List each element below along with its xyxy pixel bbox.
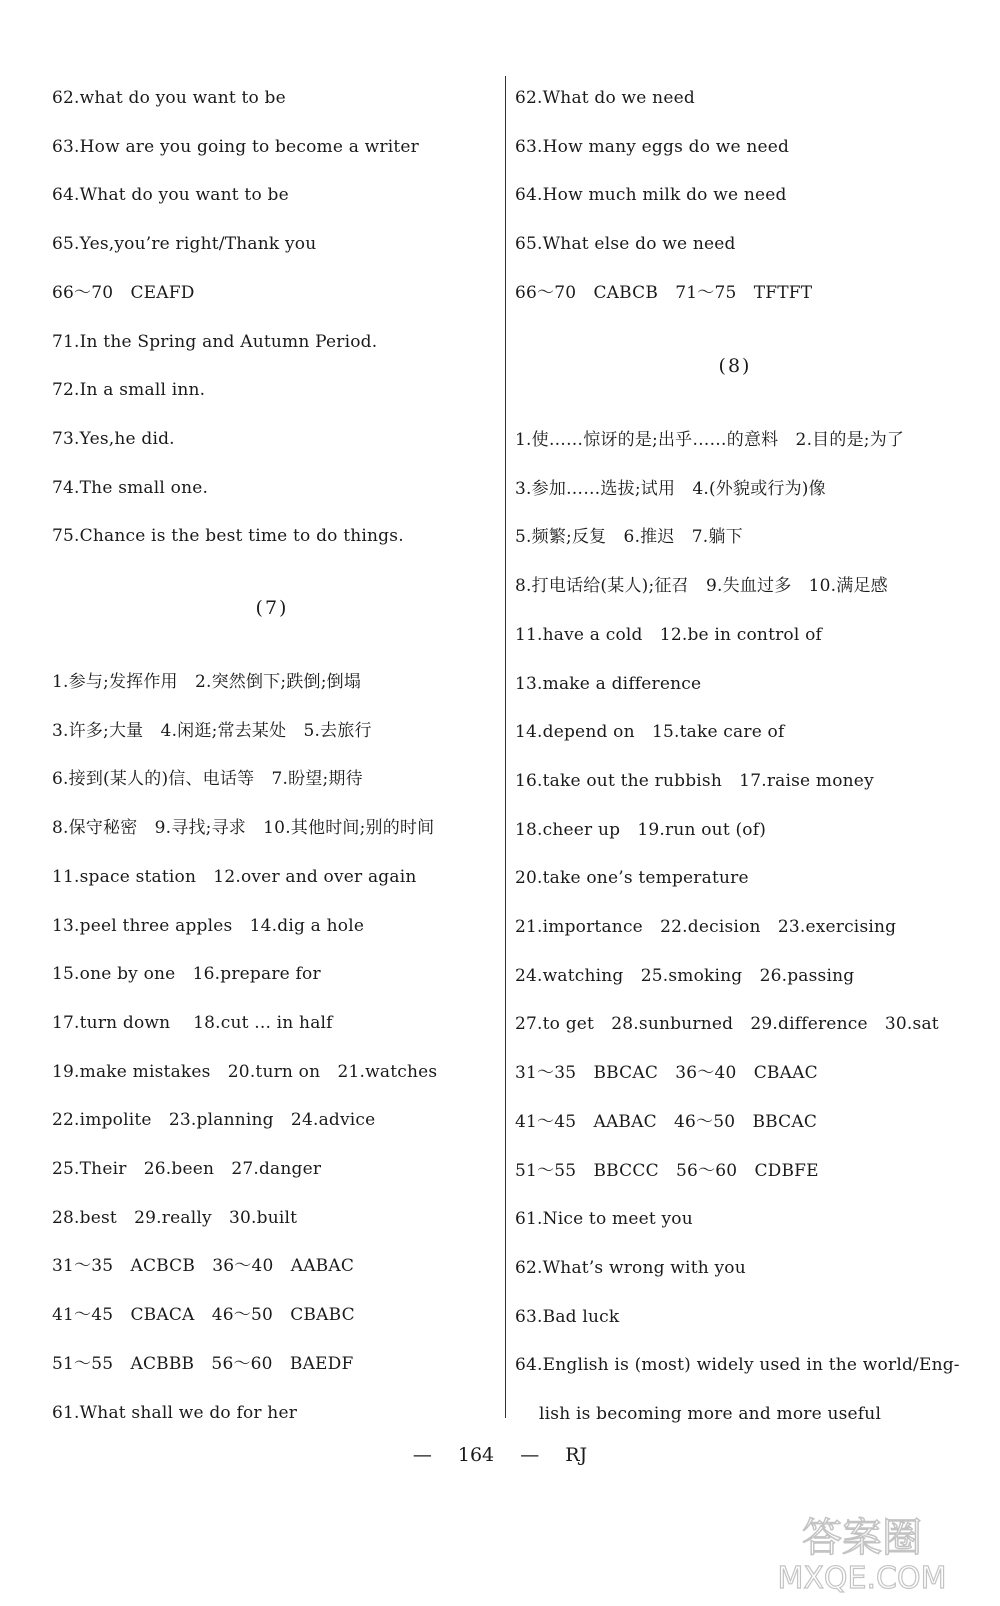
answer-line: 18.cheer up 19.run out (of) [515, 819, 767, 840]
answer-line: 3.参加……选拔;试用 4.(外貌或行为)像 [515, 478, 826, 499]
section-heading: (7) [255, 597, 289, 619]
answer-line: 14.depend on 15.take care of [515, 722, 785, 743]
answer-line: 8.保守秘密 9.寻找;寻求 10.其他时间;别的时间 [52, 818, 435, 839]
answer-line: 20.take one’s temperature [515, 868, 749, 889]
watermark-bottom-text: MXQE.COM [777, 1561, 947, 1596]
answer-line: 31～35 BBCAC 36～40 CBAAC [515, 1063, 818, 1084]
answer-line: 41～45 CBACA 46～50 CBABC [52, 1305, 355, 1326]
answer-line: 65.Yes,you’re right/Thank you [52, 234, 317, 255]
answer-line: 1.使……惊讶的是;出乎……的意料 2.目的是;为了 [515, 430, 905, 450]
section-heading: (8) [718, 355, 752, 377]
answer-line: 41～45 AABAC 46～50 BBCAC [515, 1111, 818, 1132]
answer-line: 63.Bad luck [515, 1306, 620, 1327]
answer-line: 61.Nice to meet you [515, 1209, 693, 1230]
answer-line: 31～35 ACBCB 36～40 AABAC [52, 1256, 355, 1277]
answer-line: 6.接到(某人的)信、电话等 7.盼望;期待 [52, 769, 363, 790]
answer-line: 13.peel three apples 14.dig a hole [52, 915, 365, 936]
answer-line: 11.have a cold 12.be in control of [515, 624, 823, 645]
answer-line: 72.In a small inn. [52, 380, 206, 401]
answer-line: 28.best 29.really 30.built [52, 1207, 298, 1228]
answer-line: 62.what do you want to be [52, 88, 286, 108]
answer-line: 1.参与;发挥作用 2.突然倒下;跌倒;倒塌 [52, 672, 362, 692]
footer-dash-left: — [412, 1444, 432, 1466]
answer-line: 27.to get 28.sunburned 29.difference 30.sat [515, 1014, 939, 1035]
answer-line: 66～70 CABCB 71～75 TFTFT [515, 282, 813, 303]
edition-code: RJ [565, 1444, 588, 1466]
answer-line: 75.Chance is the best time to do things. [52, 526, 404, 547]
page-number: 164 [457, 1444, 495, 1466]
answer-line: 16.take out the rubbish 17.raise money [515, 770, 874, 791]
answer-line: 21.importance 22.decision 23.exercising [515, 917, 897, 937]
answer-line: 11.space station 12.over and over again [52, 866, 417, 887]
column-divider [505, 76, 506, 1418]
page-footer [0, 1442, 1000, 1468]
footer-dash-right: — [520, 1444, 540, 1466]
answer-line: 22.impolite 23.planning 24.advice [52, 1110, 376, 1131]
answer-line: 3.许多;大量 4.闲逛;常去某处 5.去旅行 [52, 720, 372, 741]
answer-line: 64.What do you want to be [52, 185, 289, 206]
answer-line: lish is becoming more and more useful [539, 1404, 882, 1424]
answer-line: 61.What shall we do for her [52, 1402, 298, 1423]
answer-line: 63.How many eggs do we need [515, 136, 790, 157]
answer-line: 64.How much milk do we need [515, 185, 787, 206]
answer-line: 62.What’s wrong with you [515, 1257, 746, 1278]
answer-line: 71.In the Spring and Autumn Period. [52, 331, 378, 352]
answer-line: 15.one by one 16.prepare for [52, 964, 321, 985]
answer-line: 66～70 CEAFD [52, 282, 195, 303]
watermark-logo [742, 1506, 982, 1596]
answer-line: 63.How are you going to become a writer [52, 136, 419, 157]
watermark-top-text: 答案圈 [802, 1515, 922, 1561]
answer-line: 51～55 ACBBB 56～60 BAEDF [52, 1353, 354, 1374]
answer-line: 25.Their 26.been 27.danger [52, 1159, 322, 1179]
answer-line: 24.watching 25.smoking 26.passing [515, 965, 855, 986]
answer-line: 51～55 BBCCC 56～60 CDBFE [515, 1160, 819, 1181]
answer-line: 8.打电话给(某人);征召 9.失血过多 10.满足感 [515, 576, 888, 597]
answer-line: 13.make a difference [515, 673, 702, 694]
answer-line: 64.English is (most) widely used in the world/Eng- [515, 1355, 960, 1376]
answer-line: 19.make mistakes 20.turn on 21.watches [52, 1061, 438, 1082]
answer-line: 73.Yes,he did. [52, 428, 175, 449]
answer-line: 5.频繁;反复 6.推迟 7.躺下 [515, 527, 743, 548]
answer-line: 74.The small one. [52, 477, 209, 498]
answer-line: 17.turn down 18.cut ... in half [52, 1012, 333, 1033]
answer-line: 65.What else do we need [515, 234, 736, 255]
answer-line: 62.What do we need [515, 88, 695, 108]
